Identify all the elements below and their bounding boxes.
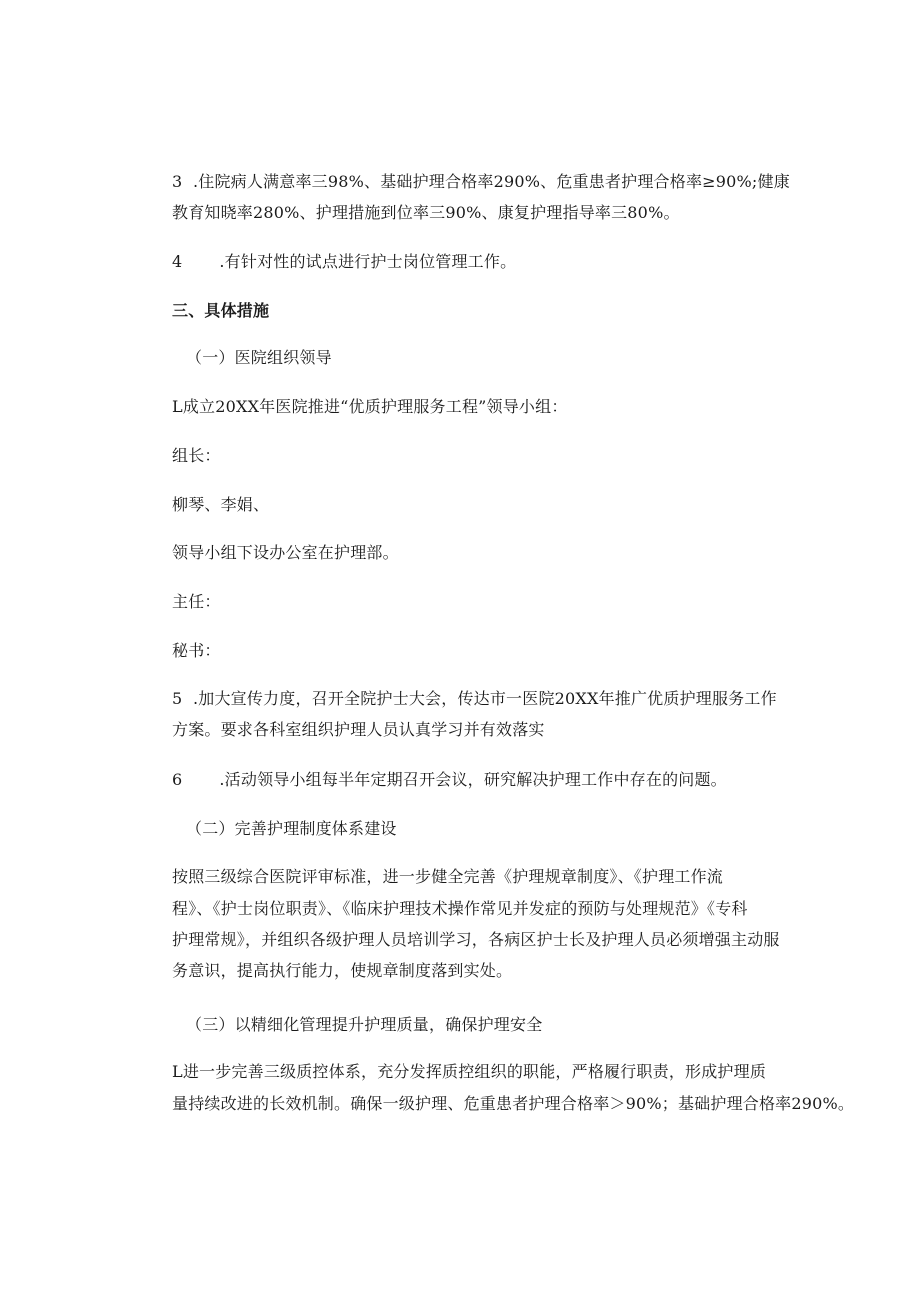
item-5-line-1: 5 .加大宣传力度，召开全院护士大会，传达市一医院20XX年推广优质护理服务工作 bbox=[172, 689, 777, 708]
paragraph-2-line-2: 程》、《护士岗位职责》、《临床护理技术操作常见并发症的预防与处理规范》《专科 bbox=[172, 899, 748, 918]
item-4: 4 .有针对性的试点进行护士岗位管理工作。 bbox=[172, 252, 517, 271]
paragraph-2-line-4: 务意识，提高执行能力，使规章制度落到实处。 bbox=[172, 961, 513, 980]
director-label: 主任： bbox=[172, 592, 221, 611]
item-5-line-2: 方案。要求各科室组织护理人员认真学习并有效落实 bbox=[172, 720, 545, 739]
office-line: 领导小组下设办公室在护理部。 bbox=[172, 543, 399, 562]
item-3-line-2: 教育知晓率280%、护理措施到位率三90%、康复护理指导率三80%。 bbox=[172, 203, 680, 222]
team-leader-label: 组长： bbox=[172, 446, 221, 465]
paragraph-establish-group: L成立20XX年医院推进“优质护理服务工程”领导小组： bbox=[172, 397, 568, 416]
team-members: 柳琴、李娟、 bbox=[172, 495, 270, 514]
paragraph-3-line-2: 量持续改进的长效机制。确保一级护理、危重患者护理合格率＞90%；基础护理合格率290%。 bbox=[172, 1094, 855, 1113]
item-6: 6 .活动领导小组每半年定期召开会议，研究解决护理工作中存在的问题。 bbox=[172, 770, 727, 789]
subsection-2-heading: （二）完善护理制度体系建设 bbox=[186, 819, 397, 838]
paragraph-2-line-3: 护理常规》，并组织各级护理人员培训学习，各病区护士长及护理人员必须增强主动服 bbox=[172, 930, 780, 949]
subsection-1-heading: （一）医院组织领导 bbox=[186, 348, 332, 367]
paragraph-2-line-1: 按照三级综合医院评审标准，进一步健全完善《护理规章制度》、《护理工作流 bbox=[172, 867, 724, 886]
secretary-label: 秘书： bbox=[172, 641, 221, 660]
section-3-heading: 三、具体措施 bbox=[172, 301, 270, 320]
paragraph-3-line-1: L进一步完善三级质控体系，充分发挥质控组织的职能，严格履行职责，形成护理质 bbox=[172, 1062, 767, 1081]
item-3-line-1: 3 .住院病人满意率三98%、基础护理合格率290%、危重患者护理合格率≥90%;健康 bbox=[172, 172, 790, 191]
subsection-3-heading: （三）以精细化管理提升护理质量，确保护理安全 bbox=[186, 1015, 543, 1034]
